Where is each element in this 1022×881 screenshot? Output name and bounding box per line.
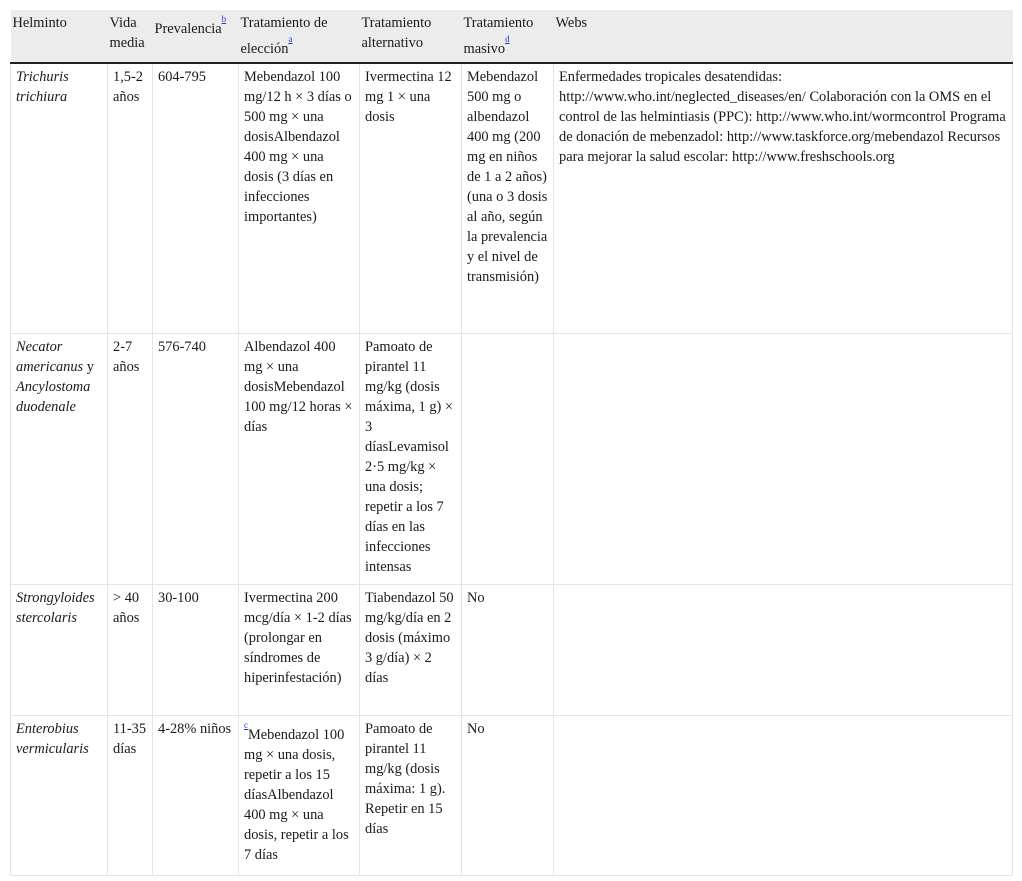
cell-helminto: Trichuris trichiura <box>11 63 108 334</box>
cell-vida-media: 1,5-2 años <box>108 63 153 334</box>
footnote-link-b[interactable]: b <box>221 14 227 24</box>
cell-vida-media: 2-7 años <box>108 334 153 585</box>
cell-tratamiento-eleccion: Albendazol 400 mg × una dosisMebendazol 100 mg/12 horas × días <box>239 334 360 585</box>
table-row <box>11 716 1013 876</box>
helminth-treatment-table <box>10 10 1013 876</box>
cell-tratamiento-alternativo: Pamoato de pirantel 11 mg/kg (dosis máxima: 1 g). Repetir en 15 días <box>360 716 462 876</box>
header-tratamiento-eleccion: Tratamiento de elección$^{^a}$ <box>239 10 360 63</box>
cell-tratamiento-masivo: No <box>462 585 554 716</box>
cell-vida-media: 11-35 días <box>108 716 153 876</box>
cell-helminto: Enterobius vermicularis <box>11 716 108 876</box>
cell-prevalencia: 30-100 <box>153 585 239 716</box>
cell-prevalencia: 4-28% niños <box>153 716 239 876</box>
table-row <box>11 585 1013 716</box>
cell-webs <box>554 716 1013 876</box>
cell-tratamiento-masivo: Mebendazol 500 mg o albendazol 400 mg (200 mg en niños de 1 a 2 años)(una o 3 dosis al año, según la prevalencia y el nivel de transmisión) <box>462 63 554 334</box>
cell-prevalencia: 576-740 <box>153 334 239 585</box>
header-prevalencia: Prevalencia$^{^b}$ <box>153 10 239 63</box>
cell-tratamiento-alternativo: Tiabendazol 50 mg/kg/día en 2 dosis (máximo 3 g/día) × 2 días <box>360 585 462 716</box>
cell-vida-media: > 40 años <box>108 585 153 716</box>
cell-tratamiento-masivo <box>462 334 554 585</box>
cell-tratamiento-alternativo: Ivermectina 12 mg 1 × una dosis <box>360 63 462 334</box>
footnote-link-d[interactable]: d <box>505 34 510 44</box>
cell-tratamiento-masivo: No <box>462 716 554 876</box>
cell-webs <box>554 334 1013 585</box>
cell-helminto: Strongyloides stercolaris <box>11 585 108 716</box>
cell-webs: Enfermedades tropicales desatendidas: http://www.who.int/neglected_diseases/en/ Colaboración con la OMS en el control de las helmintiasis (PPC): http://www.who.int/wormcontrol Programa de donación de mebenzadol: http://www.taskforce.org/mebendazol Recursos para mejorar la salud escolar: http://www.freshschools.org <box>554 63 1013 334</box>
header-vida-media: Vida media <box>108 10 153 63</box>
header-tratamiento-masivo: Tratamiento masivo$^{^d}$ <box>462 10 554 63</box>
cell-helminto: Necator americanus y Ancylostoma duodenale <box>11 334 108 585</box>
header-webs: Webs <box>554 10 1013 63</box>
footnote-link-a[interactable]: a <box>288 34 293 44</box>
header-tratamiento-alternativo: Tratamiento alternativo <box>360 10 462 63</box>
cell-prevalencia: 604-795 <box>153 63 239 334</box>
helminth-table-container <box>10 10 1012 876</box>
cell-tratamiento-alternativo: Pamoato de pirantel 11 mg/kg (dosis máxima, 1 g) × 3 díasLevamisol 2·5 mg/kg × una dosis; repetir a los 7 días en las infecciones intensas <box>360 334 462 585</box>
header-helminto: Helminto <box>11 10 108 63</box>
cell-webs <box>554 585 1013 716</box>
table-row <box>11 334 1013 585</box>
table-row <box>11 63 1013 334</box>
cell-tratamiento-eleccion: Mebendazol 100 mg/12 h × 3 días o 500 mg × una dosisAlbendazol 400 mg × una dosis (3 días en infecciones importantes) <box>239 63 360 334</box>
cell-tratamiento-eleccion: $^{^c}$Mebendazol 100 mg × una dosis, repetir a los 15 díasAlbendazol 400 mg × una dosis, repetir a los 7 días <box>239 716 360 876</box>
footnote-link-c[interactable]: c <box>244 720 248 731</box>
cell-tratamiento-eleccion: Ivermectina 200 mcg/día × 1-2 días (prolongar en síndromes de hiperinfestación) <box>239 585 360 716</box>
table-header-row <box>11 10 1013 63</box>
